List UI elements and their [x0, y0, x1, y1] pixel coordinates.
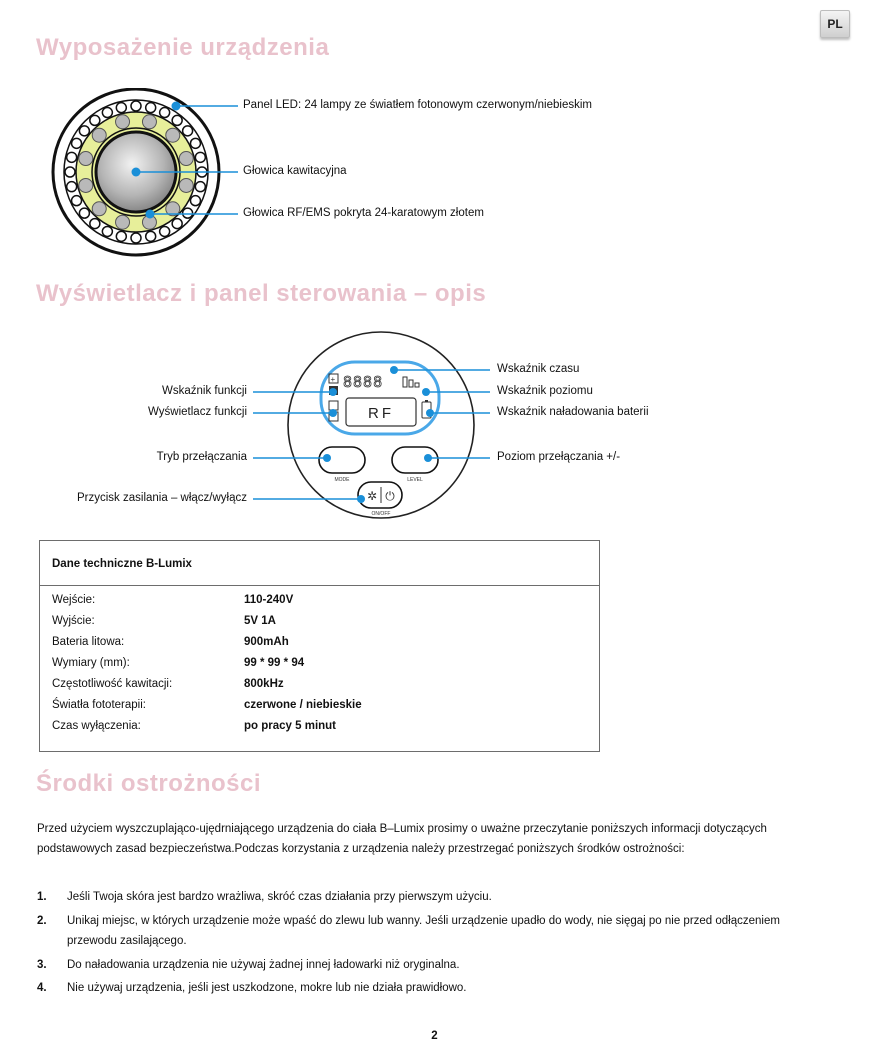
- section-title-precautions: Środki ostrożności: [36, 770, 262, 797]
- spec-key: Bateria litowa:: [52, 636, 125, 648]
- svg-text:+: +: [330, 375, 336, 384]
- precautions-intro: Przed użyciem wyszczuplająco-ujędrniającego urządzenia do ciała B–Lumix prosimy o uważne przeczytanie poniższych informacji dotyczących podstawowych zasad bezpieczeństwa.Podczas korzystania z urządzenia należy przestrzegać poniższych środków ostrożności:: [37, 823, 767, 855]
- spec-value: 900mAh: [244, 636, 289, 648]
- list-number: 1.: [37, 891, 47, 903]
- label-mode-switch: Tryb przełączania: [156, 451, 247, 463]
- spec-value: 5V 1A: [244, 615, 276, 627]
- label-level-indicator: Wskaźnik poziomu: [497, 385, 593, 397]
- list-text: Jeśli Twoja skóra jest bardzo wrażliwa, skróć czas działania przy pierwszym użyciu.: [67, 891, 492, 903]
- list-number: 4.: [37, 982, 47, 994]
- callout-cavitation-head: Głowica kawitacyjna: [243, 165, 347, 177]
- section-title-equipment: Wyposażenie urządzenia: [36, 34, 330, 61]
- label-time-indicator: Wskaźnik czasu: [497, 363, 580, 375]
- spec-key: Wymiary (mm):: [52, 657, 130, 669]
- label-power-button: Przycisk zasilania – włącz/wyłącz: [77, 492, 247, 504]
- spec-value: 99 * 99 * 94: [244, 657, 305, 669]
- list-text: Do naładowania urządzenia nie używaj żadnej innej ładowarki niż oryginalna.: [67, 959, 460, 971]
- onoff-label: ON/OFF: [371, 511, 391, 517]
- spec-value: po pracy 5 minut: [244, 720, 337, 732]
- svg-text:✲: ✲: [366, 489, 378, 503]
- label-function-display: Wyświetlacz funkcji: [148, 406, 247, 418]
- list-text: Unikaj miejsc, w których urządzenie może wpaść do zlewu lub wanny. Jeśli urządzenie upadło do wody, nie sięgaj po nie przed odłączeniem przewodu zasilającego.: [67, 915, 780, 947]
- spec-key: Czas wyłączenia:: [52, 720, 141, 732]
- spec-value: 110-240V: [244, 594, 294, 606]
- page-number: 2: [431, 1030, 438, 1042]
- callout-led-panel: Panel LED: 24 lampy ze światłem fotonowym czerwonym/niebieskim: [243, 99, 592, 111]
- specs-title: Dane techniczne B-Lumix: [52, 558, 192, 570]
- language-badge: PL: [820, 10, 850, 38]
- section-title-display: Wyświetlacz i panel sterowania – opis: [36, 280, 487, 307]
- svg-text:⏻: ⏻: [385, 489, 395, 503]
- spec-key: Światła fototerapii:: [52, 699, 146, 711]
- time-digits: 8888: [343, 373, 384, 391]
- list-number: 3.: [37, 959, 47, 971]
- spec-value: 800kHz: [244, 678, 284, 690]
- label-function-indicator: Wskaźnik funkcji: [162, 385, 247, 397]
- mode-label: MODE: [334, 477, 350, 483]
- specs-table: [39, 540, 600, 752]
- spec-key: Wyjście:: [52, 615, 95, 627]
- spec-key: Wejście:: [52, 594, 96, 606]
- list-number: 2.: [37, 915, 47, 927]
- spec-value: czerwone / niebieskie: [244, 699, 362, 711]
- label-battery-indicator: Wskaźnik naładowania baterii: [497, 406, 649, 418]
- level-label: LEVEL: [407, 477, 423, 483]
- function-display-text: RF: [368, 405, 394, 422]
- list-text: Nie używaj urządzenia, jeśli jest uszkodzone, mokre lub nie działa prawidłowo.: [67, 982, 467, 994]
- callout-rf-head: Głowica RF/EMS pokryta 24-karatowym złotem: [243, 207, 484, 219]
- spec-key: Częstotliwość kawitacji:: [52, 678, 173, 690]
- label-level-switch: Poziom przełączania +/-: [497, 451, 621, 463]
- specs-divider: [40, 585, 599, 586]
